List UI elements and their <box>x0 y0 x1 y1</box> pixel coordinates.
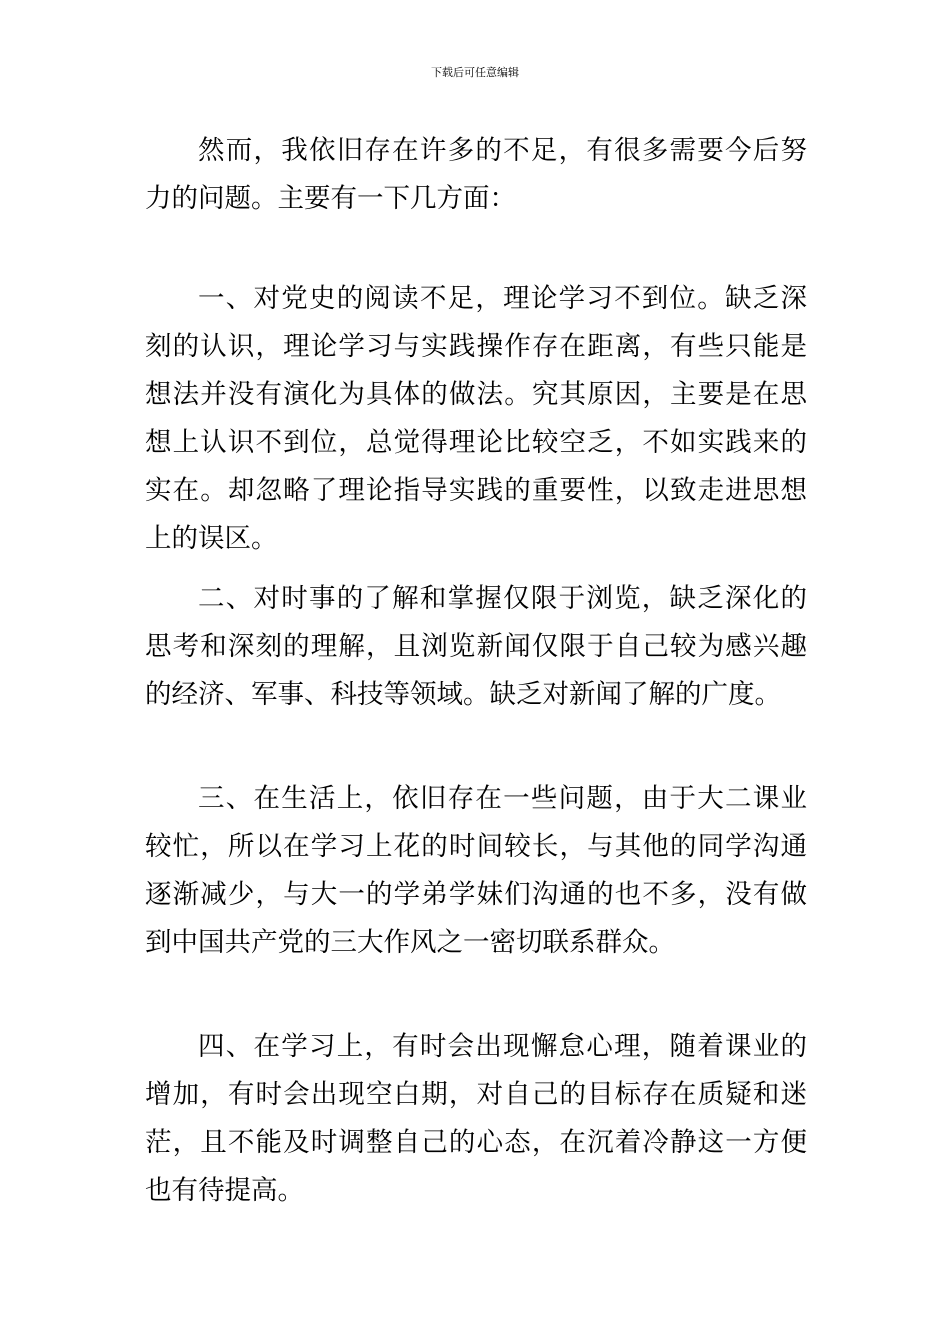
paragraph-intro: 然而，我依旧存在许多的不足，有很多需要今后努力的问题。主要有一下几方面： <box>145 135 807 214</box>
paragraph-item-4: 四、在学习上，有时会出现懈怠心理，随着课业的增加，有时会出现空白期，对自己的目标存在质疑和迷茫，且不能及时调整自己的心态，在沉着冷静这一方便也有待提高。 <box>145 1031 807 1206</box>
paragraph-item-1: 一、对党史的阅读不足，理论学习不到位。缺乏深刻的认识，理论学习与实践操作存在距离，有些只能是想法并没有演化为具体的做法。究其原因，主要是在思想上认识不到位，总觉得理论比较空乏，不如实践来的实在。却忽略了理论指导实践的重要性，以致走进思想上的误区。 <box>145 283 807 554</box>
page-header: 下载后可任意编辑 <box>431 66 519 79</box>
paragraph-item-3: 三、在生活上，依旧存在一些问题，由于大二课业较忙，所以在学习上花的时间较长，与其他的同学沟通逐渐减少，与大一的学弟学妹们沟通的也不多，没有做到中国共产党的三大作风之一密切联系群众。 <box>145 783 807 958</box>
paragraph-item-2: 二、对时事的了解和掌握仅限于浏览，缺乏深化的思考和深刻的理解，且浏览新闻仅限于自己较为感兴趣的经济、军事、科技等领域。缺乏对新闻了解的广度。 <box>145 583 807 710</box>
